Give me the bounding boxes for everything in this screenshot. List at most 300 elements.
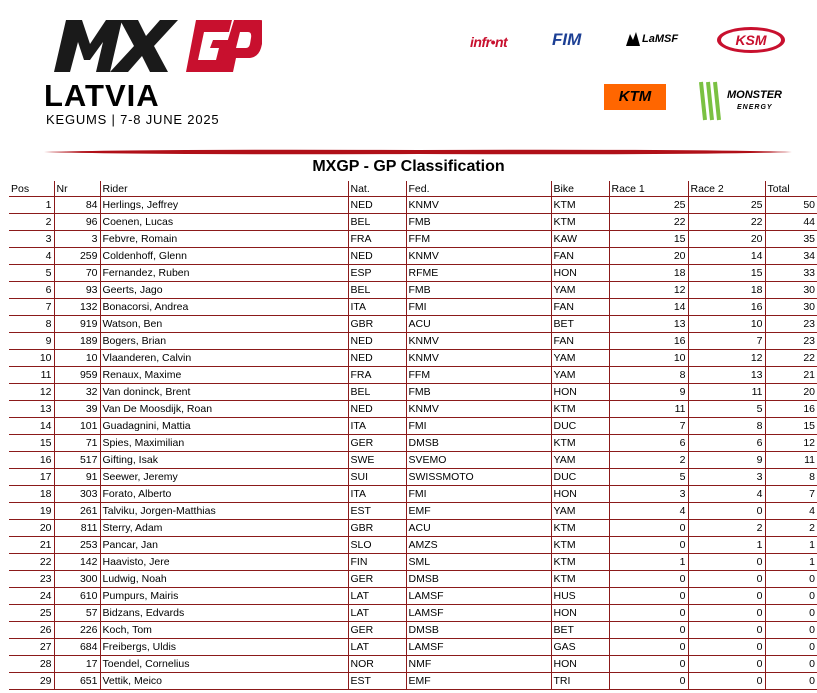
table-row	[9, 333, 817, 350]
cell-total: 22	[765, 350, 817, 367]
cell-race1: 4	[609, 503, 688, 520]
table-row	[9, 435, 817, 452]
table-row	[9, 656, 817, 673]
cell-race2: 9	[688, 452, 765, 469]
cell-pos: 3	[9, 231, 54, 248]
cell-race1: 6	[609, 435, 688, 452]
cell-bike: BET	[551, 622, 609, 639]
cell-nat: EST	[348, 673, 406, 690]
cell-nr: 17	[54, 656, 100, 673]
cell-nr: 226	[54, 622, 100, 639]
cell-nr: 253	[54, 537, 100, 554]
col-nat: Nat.	[348, 181, 406, 197]
cell-pos: 27	[9, 639, 54, 656]
cell-bike: TRI	[551, 673, 609, 690]
cell-fed: KNMV	[406, 401, 551, 418]
table-row	[9, 350, 817, 367]
cell-nat: NED	[348, 333, 406, 350]
cell-fed: SWISSMOTO	[406, 469, 551, 486]
cell-nr: 261	[54, 503, 100, 520]
cell-nat: ITA	[348, 486, 406, 503]
cell-total: 0	[765, 605, 817, 622]
cell-rider: Koch, Tom	[100, 622, 348, 639]
cell-race1: 0	[609, 605, 688, 622]
monster-energy-logo	[697, 78, 785, 124]
cell-fed: FMI	[406, 486, 551, 503]
cell-race1: 9	[609, 384, 688, 401]
cell-total: 0	[765, 639, 817, 656]
cell-race1: 25	[609, 197, 688, 214]
cell-nr: 300	[54, 571, 100, 588]
cell-fed: LAMSF	[406, 605, 551, 622]
cell-fed: LAMSF	[406, 639, 551, 656]
table-row	[9, 673, 817, 690]
cell-rider: Fernandez, Ruben	[100, 265, 348, 282]
cell-total: 44	[765, 214, 817, 231]
cell-race1: 14	[609, 299, 688, 316]
cell-nr: 259	[54, 248, 100, 265]
cell-nat: EST	[348, 503, 406, 520]
cell-race2: 0	[688, 605, 765, 622]
table-header-row	[9, 181, 817, 197]
table-row	[9, 588, 817, 605]
cell-rider: Bogers, Brian	[100, 333, 348, 350]
cell-race2: 20	[688, 231, 765, 248]
cell-total: 0	[765, 673, 817, 690]
cell-rider: Bidzans, Edvards	[100, 605, 348, 622]
table-row	[9, 265, 817, 282]
cell-race2: 0	[688, 656, 765, 673]
cell-bike: KTM	[551, 435, 609, 452]
cell-nr: 517	[54, 452, 100, 469]
cell-fed: ACU	[406, 520, 551, 537]
cell-total: 1	[765, 554, 817, 571]
cell-race1: 5	[609, 469, 688, 486]
cell-total: 11	[765, 452, 817, 469]
cell-pos: 13	[9, 401, 54, 418]
cell-nr: 39	[54, 401, 100, 418]
cell-total: 8	[765, 469, 817, 486]
cell-race2: 18	[688, 282, 765, 299]
cell-race2: 0	[688, 588, 765, 605]
cell-pos: 11	[9, 367, 54, 384]
cell-pos: 23	[9, 571, 54, 588]
cell-race1: 0	[609, 622, 688, 639]
cell-nat: BEL	[348, 384, 406, 401]
cell-nat: SWE	[348, 452, 406, 469]
table-row	[9, 452, 817, 469]
lamsf-logo	[624, 30, 688, 52]
cell-nat: GBR	[348, 316, 406, 333]
cell-rider: Van De Moosdijk, Roan	[100, 401, 348, 418]
cell-nat: GER	[348, 435, 406, 452]
cell-rider: Sterry, Adam	[100, 520, 348, 537]
table-row	[9, 282, 817, 299]
cell-nat: SUI	[348, 469, 406, 486]
cell-total: 16	[765, 401, 817, 418]
cell-total: 23	[765, 316, 817, 333]
cell-total: 15	[765, 418, 817, 435]
cell-fed: DMSB	[406, 435, 551, 452]
cell-rider: Pancar, Jan	[100, 537, 348, 554]
cell-race1: 1	[609, 554, 688, 571]
cell-fed: KNMV	[406, 333, 551, 350]
cell-rider: Herlings, Jeffrey	[100, 197, 348, 214]
table-row	[9, 571, 817, 588]
cell-pos: 26	[9, 622, 54, 639]
cell-rider: Gifting, Isak	[100, 452, 348, 469]
cell-race1: 18	[609, 265, 688, 282]
cell-race2: 0	[688, 571, 765, 588]
cell-nat: BEL	[348, 282, 406, 299]
cell-nr: 93	[54, 282, 100, 299]
cell-total: 2	[765, 520, 817, 537]
classification-table	[9, 181, 817, 690]
cell-race2: 5	[688, 401, 765, 418]
cell-total: 1	[765, 537, 817, 554]
mxgp-logo	[46, 14, 262, 74]
cell-bike: FAN	[551, 248, 609, 265]
cell-race1: 7	[609, 418, 688, 435]
cell-rider: Talviku, Jorgen-Matthias	[100, 503, 348, 520]
cell-fed: SVEMO	[406, 452, 551, 469]
table-row	[9, 299, 817, 316]
cell-fed: FFM	[406, 367, 551, 384]
cell-fed: SML	[406, 554, 551, 571]
cell-bike: KTM	[551, 214, 609, 231]
cell-nat: NED	[348, 248, 406, 265]
cell-total: 23	[765, 333, 817, 350]
col-rider: Rider	[100, 181, 348, 197]
lamsf-label: LaMSF	[642, 32, 679, 45]
cell-pos: 16	[9, 452, 54, 469]
cell-pos: 24	[9, 588, 54, 605]
cell-nat: LAT	[348, 588, 406, 605]
cell-bike: YAM	[551, 282, 609, 299]
cell-total: 34	[765, 248, 817, 265]
cell-rider: Toendel, Cornelius	[100, 656, 348, 673]
event-name: LATVIA	[44, 78, 160, 113]
cell-fed: DMSB	[406, 622, 551, 639]
cell-rider: Febvre, Romain	[100, 231, 348, 248]
cell-fed: DMSB	[406, 571, 551, 588]
cell-pos: 7	[9, 299, 54, 316]
cell-nat: GER	[348, 622, 406, 639]
cell-rider: Coldenhoff, Glenn	[100, 248, 348, 265]
cell-total: 7	[765, 486, 817, 503]
cell-fed: KNMV	[406, 350, 551, 367]
cell-rider: Geerts, Jago	[100, 282, 348, 299]
cell-nr: 684	[54, 639, 100, 656]
cell-nat: FRA	[348, 231, 406, 248]
cell-nat: NED	[348, 197, 406, 214]
cell-nr: 32	[54, 384, 100, 401]
cell-pos: 10	[9, 350, 54, 367]
cell-race2: 4	[688, 486, 765, 503]
table-row	[9, 384, 817, 401]
table-row	[9, 537, 817, 554]
cell-bike: HON	[551, 384, 609, 401]
cell-rider: Bonacorsi, Andrea	[100, 299, 348, 316]
cell-fed: FMB	[406, 214, 551, 231]
cell-nat: NED	[348, 350, 406, 367]
cell-fed: RFME	[406, 265, 551, 282]
cell-bike: FAN	[551, 299, 609, 316]
cell-race1: 13	[609, 316, 688, 333]
cell-bike: DUC	[551, 469, 609, 486]
col-nr: Nr	[54, 181, 100, 197]
table-row	[9, 622, 817, 639]
cell-rider: Watson, Ben	[100, 316, 348, 333]
monster-label: MONSTER	[727, 89, 782, 101]
cell-bike: YAM	[551, 452, 609, 469]
cell-pos: 5	[9, 265, 54, 282]
header-divider	[44, 148, 792, 156]
cell-bike: HON	[551, 656, 609, 673]
cell-rider: Spies, Maximilian	[100, 435, 348, 452]
cell-total: 20	[765, 384, 817, 401]
lamsf-emblem-icon	[624, 30, 642, 48]
cell-fed: KNMV	[406, 248, 551, 265]
cell-pos: 1	[9, 197, 54, 214]
cell-pos: 6	[9, 282, 54, 299]
cell-rider: Guadagnini, Mattia	[100, 418, 348, 435]
cell-nat: NED	[348, 401, 406, 418]
table-row	[9, 520, 817, 537]
cell-total: 0	[765, 571, 817, 588]
table-row	[9, 248, 817, 265]
cell-race2: 10	[688, 316, 765, 333]
cell-nat: ITA	[348, 418, 406, 435]
table-row	[9, 316, 817, 333]
cell-race2: 0	[688, 622, 765, 639]
cell-total: 30	[765, 282, 817, 299]
table-row	[9, 401, 817, 418]
cell-total: 0	[765, 656, 817, 673]
cell-nr: 57	[54, 605, 100, 622]
cell-race1: 3	[609, 486, 688, 503]
cell-fed: ACU	[406, 316, 551, 333]
table-row	[9, 639, 817, 656]
cell-race1: 0	[609, 571, 688, 588]
cell-nr: 189	[54, 333, 100, 350]
cell-pos: 25	[9, 605, 54, 622]
cell-race1: 0	[609, 520, 688, 537]
cell-race2: 14	[688, 248, 765, 265]
cell-fed: EMF	[406, 503, 551, 520]
cell-total: 12	[765, 435, 817, 452]
cell-race2: 22	[688, 214, 765, 231]
cell-pos: 2	[9, 214, 54, 231]
col-race1: Race 1	[609, 181, 688, 197]
cell-bike: KTM	[551, 571, 609, 588]
cell-fed: KNMV	[406, 197, 551, 214]
cell-race2: 3	[688, 469, 765, 486]
cell-total: 0	[765, 588, 817, 605]
cell-bike: DUC	[551, 418, 609, 435]
cell-rider: Vlaanderen, Calvin	[100, 350, 348, 367]
cell-nr: 96	[54, 214, 100, 231]
cell-nr: 919	[54, 316, 100, 333]
table-row	[9, 197, 817, 214]
ktm-logo: KTM	[604, 84, 666, 110]
cell-pos: 20	[9, 520, 54, 537]
cell-fed: LAMSF	[406, 588, 551, 605]
cell-nr: 132	[54, 299, 100, 316]
table-row	[9, 469, 817, 486]
cell-bike: KTM	[551, 520, 609, 537]
cell-race2: 11	[688, 384, 765, 401]
cell-race2: 0	[688, 503, 765, 520]
cell-bike: HON	[551, 605, 609, 622]
cell-race1: 10	[609, 350, 688, 367]
cell-bike: KTM	[551, 401, 609, 418]
cell-bike: FAN	[551, 333, 609, 350]
cell-fed: FMB	[406, 384, 551, 401]
table-row	[9, 486, 817, 503]
cell-rider: Van doninck, Brent	[100, 384, 348, 401]
table-row	[9, 367, 817, 384]
page-title: MXGP - GP Classification	[312, 158, 505, 175]
table-row	[9, 503, 817, 520]
cell-race1: 20	[609, 248, 688, 265]
fim-logo: FIM	[552, 30, 582, 49]
cell-pos: 8	[9, 316, 54, 333]
cell-race2: 0	[688, 673, 765, 690]
table-row	[9, 231, 817, 248]
ksm-label: KSM	[735, 32, 767, 48]
cell-nat: GER	[348, 571, 406, 588]
cell-race1: 22	[609, 214, 688, 231]
cell-nr: 651	[54, 673, 100, 690]
cell-race1: 16	[609, 333, 688, 350]
cell-race2: 1	[688, 537, 765, 554]
ksm-logo	[716, 26, 786, 54]
cell-nr: 959	[54, 367, 100, 384]
cell-rider: Freibergs, Uldis	[100, 639, 348, 656]
cell-total: 4	[765, 503, 817, 520]
cell-fed: FMB	[406, 282, 551, 299]
energy-label: ENERGY	[737, 104, 773, 111]
cell-nat: ESP	[348, 265, 406, 282]
cell-bike: YAM	[551, 367, 609, 384]
cell-total: 33	[765, 265, 817, 282]
cell-race2: 15	[688, 265, 765, 282]
cell-pos: 12	[9, 384, 54, 401]
cell-nr: 91	[54, 469, 100, 486]
table-row	[9, 214, 817, 231]
cell-nr: 303	[54, 486, 100, 503]
cell-race1: 0	[609, 673, 688, 690]
cell-race2: 12	[688, 350, 765, 367]
cell-race1: 15	[609, 231, 688, 248]
cell-race1: 0	[609, 537, 688, 554]
table-row	[9, 418, 817, 435]
cell-bike: KTM	[551, 554, 609, 571]
cell-fed: FMI	[406, 418, 551, 435]
cell-fed: FMI	[406, 299, 551, 316]
cell-race2: 0	[688, 554, 765, 571]
cell-pos: 14	[9, 418, 54, 435]
cell-race2: 7	[688, 333, 765, 350]
cell-nr: 142	[54, 554, 100, 571]
cell-total: 35	[765, 231, 817, 248]
cell-pos: 15	[9, 435, 54, 452]
cell-nr: 70	[54, 265, 100, 282]
cell-nr: 71	[54, 435, 100, 452]
cell-race2: 0	[688, 639, 765, 656]
cell-nr: 811	[54, 520, 100, 537]
cell-race2: 13	[688, 367, 765, 384]
cell-race1: 12	[609, 282, 688, 299]
cell-rider: Haavisto, Jere	[100, 554, 348, 571]
cell-pos: 9	[9, 333, 54, 350]
cell-bike: KTM	[551, 197, 609, 214]
cell-nr: 10	[54, 350, 100, 367]
cell-race1: 0	[609, 639, 688, 656]
cell-rider: Seewer, Jeremy	[100, 469, 348, 486]
col-pos: Pos	[9, 181, 54, 197]
cell-race1: 11	[609, 401, 688, 418]
cell-nr: 101	[54, 418, 100, 435]
cell-bike: YAM	[551, 350, 609, 367]
col-race2: Race 2	[688, 181, 765, 197]
cell-bike: HON	[551, 486, 609, 503]
col-total: Total	[765, 181, 817, 197]
cell-total: 0	[765, 622, 817, 639]
cell-pos: 19	[9, 503, 54, 520]
cell-nat: LAT	[348, 639, 406, 656]
cell-nat: LAT	[348, 605, 406, 622]
cell-bike: HUS	[551, 588, 609, 605]
cell-race1: 0	[609, 656, 688, 673]
table-row	[9, 554, 817, 571]
col-bike: Bike	[551, 181, 609, 197]
table-row	[9, 605, 817, 622]
cell-fed: AMZS	[406, 537, 551, 554]
cell-nat: SLO	[348, 537, 406, 554]
cell-nat: NOR	[348, 656, 406, 673]
cell-bike: BET	[551, 316, 609, 333]
cell-pos: 18	[9, 486, 54, 503]
cell-fed: FFM	[406, 231, 551, 248]
cell-rider: Renaux, Maxime	[100, 367, 348, 384]
cell-pos: 28	[9, 656, 54, 673]
cell-nr: 84	[54, 197, 100, 214]
cell-bike: GAS	[551, 639, 609, 656]
cell-bike: YAM	[551, 503, 609, 520]
cell-rider: Forato, Alberto	[100, 486, 348, 503]
cell-race1: 2	[609, 452, 688, 469]
cell-rider: Ludwig, Noah	[100, 571, 348, 588]
cell-race2: 6	[688, 435, 765, 452]
cell-pos: 17	[9, 469, 54, 486]
cell-bike: KTM	[551, 537, 609, 554]
cell-race1: 0	[609, 588, 688, 605]
cell-total: 21	[765, 367, 817, 384]
cell-bike: HON	[551, 265, 609, 282]
cell-pos: 29	[9, 673, 54, 690]
event-date-location: KEGUMS | 7-8 JUNE 2025	[46, 112, 220, 127]
cell-pos: 21	[9, 537, 54, 554]
cell-nat: GBR	[348, 520, 406, 537]
cell-race2: 8	[688, 418, 765, 435]
cell-race2: 25	[688, 197, 765, 214]
cell-nat: ITA	[348, 299, 406, 316]
cell-nr: 3	[54, 231, 100, 248]
cell-race2: 16	[688, 299, 765, 316]
cell-nr: 610	[54, 588, 100, 605]
